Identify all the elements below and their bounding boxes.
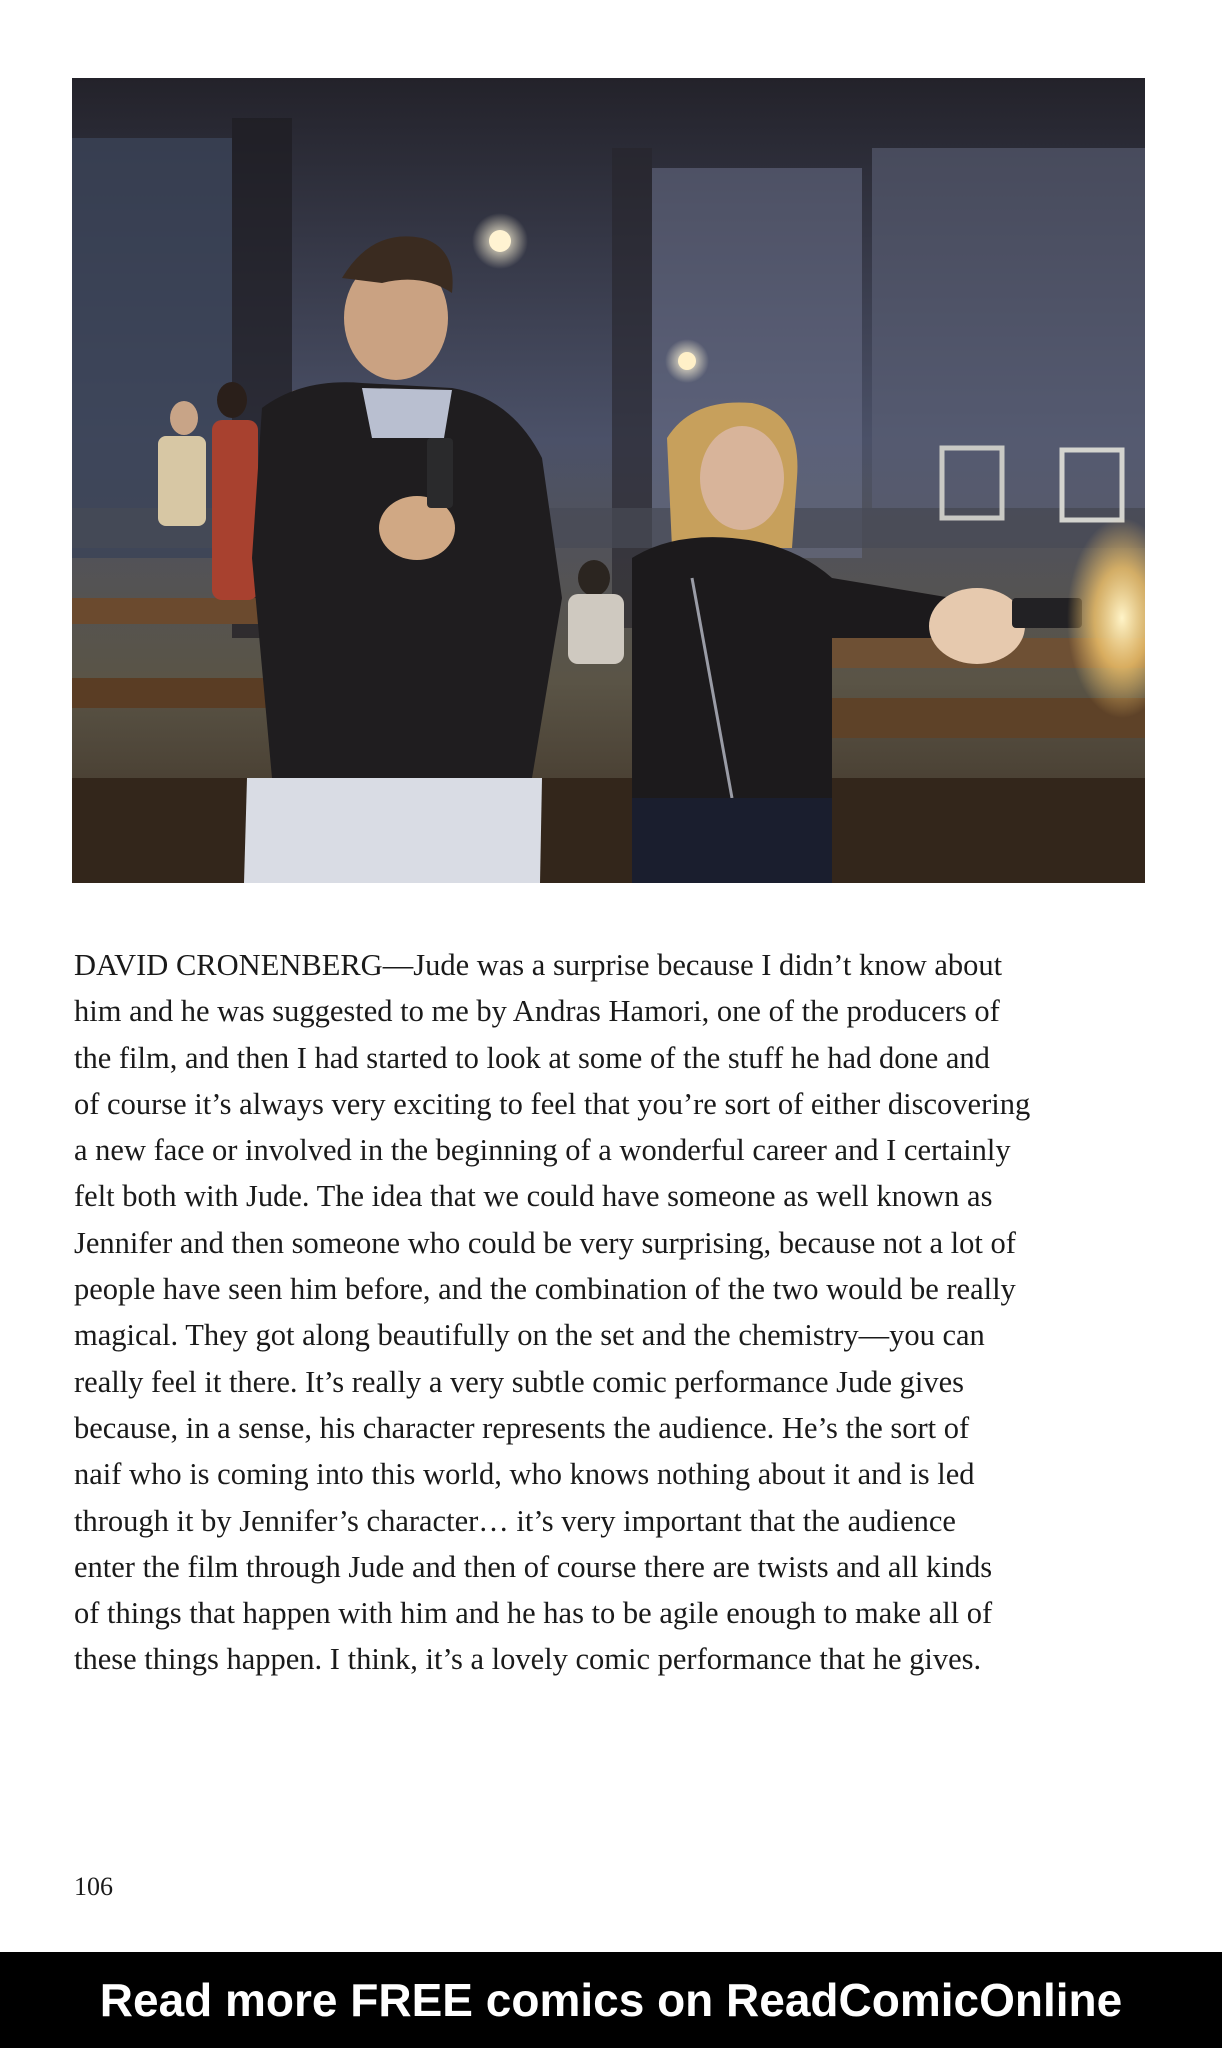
passage-line: of things that happen with him and he has to be agile enough to make all of: [74, 1596, 993, 1631]
passage-line: people have seen him before, and the combination of the two would be really: [74, 1272, 1016, 1307]
passage-line: the film, and then I had started to look at some of the stuff he had done and: [74, 1040, 990, 1075]
film-still-photo: [72, 78, 1145, 883]
passage-line: really feel it there. It’s really a very subtle comic performance Jude gives: [74, 1364, 965, 1399]
passage-line: of course it’s always very exciting to feel that you’re sort of either discovering: [74, 1086, 1031, 1121]
passage-line: felt both with Jude. The idea that we could have someone as well known as: [74, 1179, 993, 1214]
passage-line: him and he was suggested to me by Andras Hamori, one of the producers of: [74, 994, 1000, 1029]
passage-line: enter the film through Jude and then of course there are twists and all kinds: [74, 1549, 993, 1584]
promo-banner[interactable]: [0, 1952, 1222, 2048]
passage-line: because, in a sense, his character represents the audience. He’s the sort of: [74, 1410, 970, 1445]
page-number: 106: [74, 1872, 113, 1901]
passage-line: DAVID CRONENBERG—Jude was a surprise because I didn’t know about: [74, 948, 1003, 982]
passage-line: Jennifer and then someone who could be very surprising, because not a lot of: [74, 1225, 1016, 1260]
passage-line: a new face or involved in the beginning of a wonderful career and I certainly: [74, 1133, 1011, 1168]
passage-line: these things happen. I think, it’s a lovely comic performance that he gives.: [74, 1642, 982, 1677]
passage-line: magical. They got along beautifully on the set and the chemistry—you can: [74, 1318, 985, 1353]
passage-line: through it by Jennifer’s character… it’s very important that the audience: [74, 1503, 956, 1538]
promo-banner-link[interactable]: Read more FREE comics on ReadComicOnline: [99, 1974, 1123, 2026]
passage-line: naif who is coming into this world, who knows nothing about it and is led: [74, 1457, 975, 1492]
interview-passage: [74, 942, 1154, 1683]
